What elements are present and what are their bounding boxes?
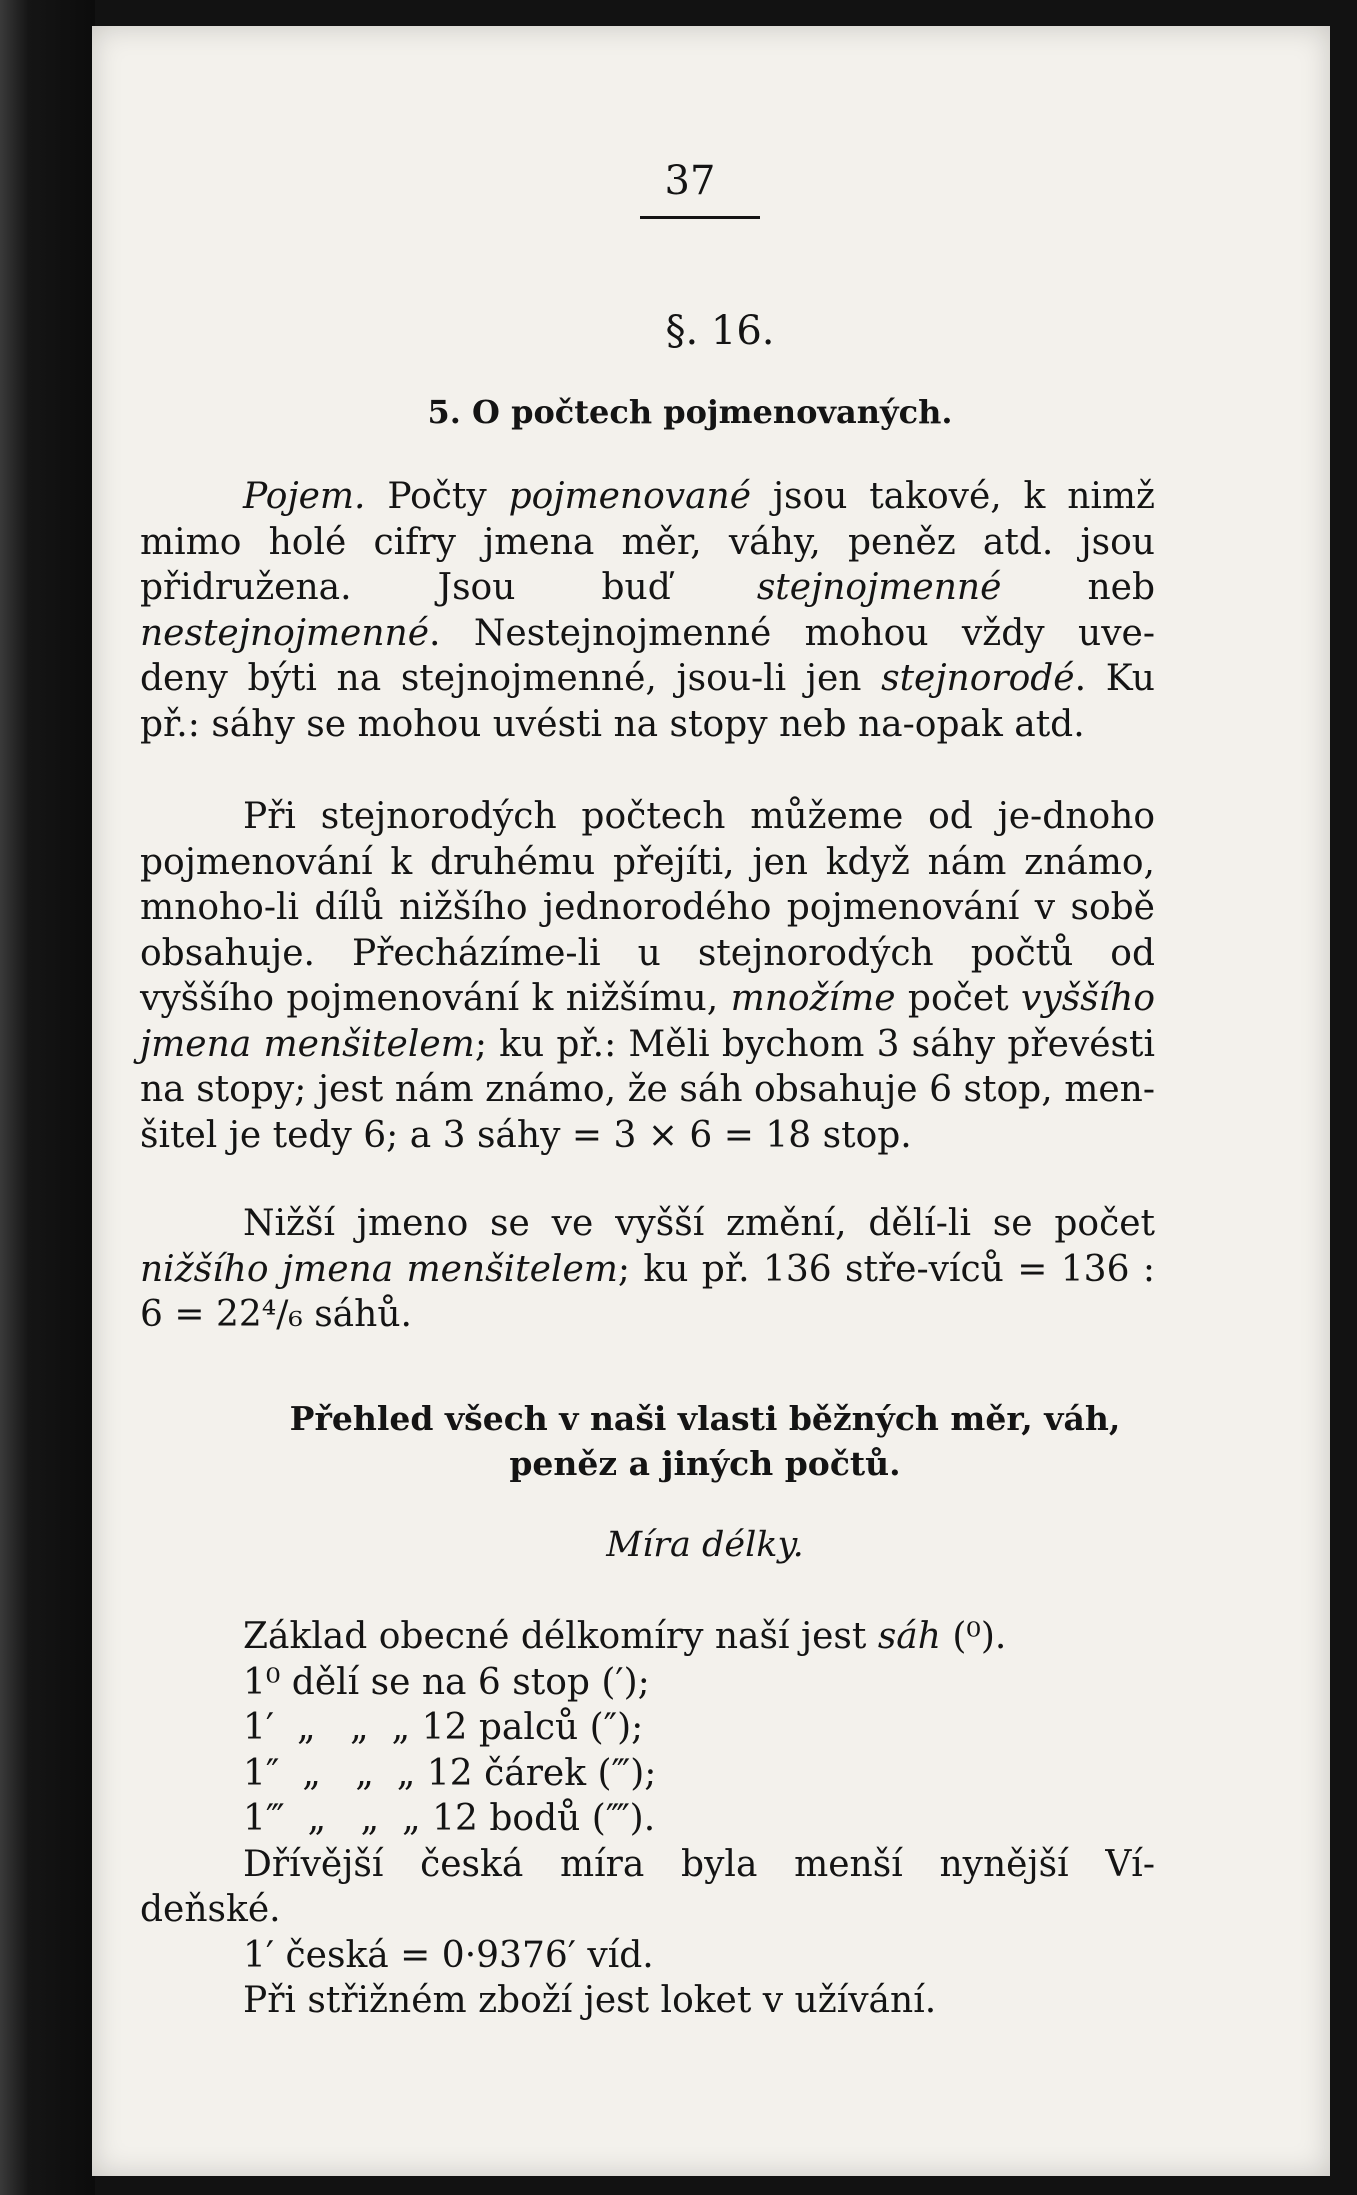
overview-heading-line1: Přehled všech v naši vlasti běžných měr, váh,: [289, 1399, 1121, 1438]
measure-line: 1′ „ „ „ 12 palců (″);: [243, 1707, 644, 1748]
overview-heading-line2: peněz a jiných počtů.: [509, 1444, 901, 1483]
measure-line: deňské.: [140, 1889, 281, 1930]
section-title: 5. O počtech pojmenovaných.: [427, 393, 953, 431]
page-content: [140, 26, 1240, 2176]
paragraph-stejnorode: Při stejnorodých počtech můžeme od je-dnoho pojmenování k druhému přejíti, jen když nám známo, mnoho-li dílů nižšího jednorodého pojmenování v sobě obsahuje. Přecházíme-li u stejnorodých počtů od vyššího pojmenování k nižšímu, množíme počet vyššího jmena menšitelem; ku př.: Měli bychom 3 sáhy převésti na stopy; jest nám známo, že sáh obsahuje 6 stop, men-šitel je tedy 6; a 3 sáhy = 3 × 6 = 18 stop.: [140, 796, 1156, 1156]
page-number: 37: [664, 158, 716, 204]
binding-edge: [0, 0, 95, 2195]
measure-line: 1″ „ „ „ 12 čárek (‴);: [243, 1752, 657, 1794]
measure-line: Při střižném zboží jest loket v užívání.: [243, 1980, 937, 2021]
length-measures-list: [140, 1614, 1155, 2024]
length-measure-heading: Míra délky.: [606, 1525, 804, 1565]
measure-line: Základ obecné délkomíry naší jest sáh (⁰).: [243, 1616, 1007, 1657]
book-page: [92, 26, 1330, 2176]
overview-heading: [140, 1396, 1240, 1486]
measure-line: 1‴ „ „ „ 12 bodů (⁗).: [243, 1798, 656, 1839]
page-number-rule: [640, 216, 760, 219]
pojem-lead: Pojem.: [243, 476, 366, 517]
measure-line: 1′ česká = 0·9376′ víd.: [243, 1934, 654, 1976]
paragraph-nizsi-jmeno: Nižší jmeno se ve vyšší změní, dělí-li se počet nižšího jmena menšitelem; ku př. 136 stře-víců = 136 : 6 = 22⁴/₆ sáhů.: [140, 1203, 1156, 1335]
measure-line: 1⁰ dělí se na 6 stop (′);: [243, 1661, 650, 1703]
measure-line: Dřívější česká míra byla menší nynější Ví-: [243, 1843, 1155, 1885]
section-number: §. 16.: [665, 308, 775, 354]
paragraph-pojem: Pojem. Počty pojmenované jsou takové, k nimž mimo holé cifry jmena měr, váhy, peněz atd. jsou přidružena. Jsou buď stejnojmenné neb nestejnojmenné. Nestejnojmenné mohou vždy uve-deny býti na stejnojmenné, jsou-li jen stejnorodé. Ku př.: sáhy se mohou uvésti na stopy neb na-opak atd.: [140, 476, 1155, 745]
